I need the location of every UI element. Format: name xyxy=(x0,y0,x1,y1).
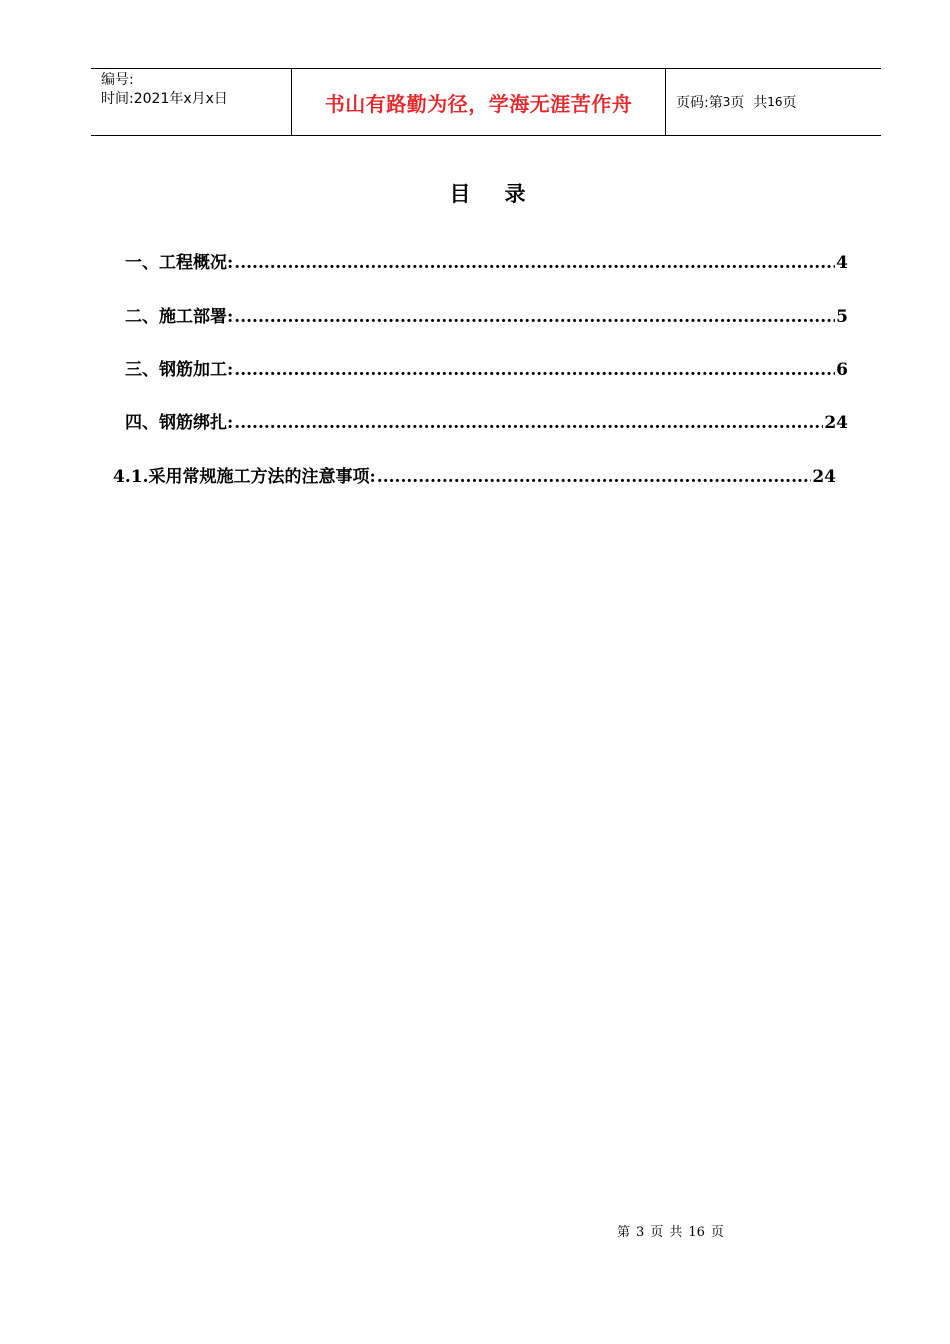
document-time-label: 时间:2021年x月x日 xyxy=(101,91,228,107)
header-page-cell xyxy=(666,69,881,135)
toc-leader-dots xyxy=(234,413,823,433)
toc-entry[interactable] xyxy=(125,302,848,326)
header-page-suffix: 页 xyxy=(782,95,797,111)
header-motto-cell xyxy=(292,69,666,135)
toc-entry[interactable] xyxy=(125,408,848,432)
toc-entry[interactable] xyxy=(113,462,836,486)
header-meta-cell xyxy=(91,69,292,135)
toc-leader-dots xyxy=(234,307,835,327)
footer-text-1: 第 xyxy=(617,1225,631,1240)
toc-title-char-2: 录 xyxy=(504,181,526,206)
header-page-current: 3 xyxy=(722,95,731,109)
footer-page-total: 16 xyxy=(688,1225,705,1240)
toc-entry-label: 四、钢筋绑扎: xyxy=(125,413,234,433)
toc-title xyxy=(0,178,950,208)
toc-entry-page: 4 xyxy=(836,253,848,273)
toc-entry-page: 24 xyxy=(812,467,836,487)
document-number-label: 编号: xyxy=(101,72,134,88)
footer-text-2: 页 xyxy=(650,1225,664,1240)
toc-leader-dots xyxy=(377,467,812,487)
toc-entry[interactable] xyxy=(125,355,848,379)
toc-title-char-1: 目 xyxy=(449,181,471,206)
page-footer xyxy=(617,1221,730,1240)
footer-page-current: 3 xyxy=(636,1225,645,1240)
header-motto: 书山有路勤为径，学海无涯苦作舟 xyxy=(324,91,633,116)
toc-entry-page: 5 xyxy=(836,307,848,327)
toc-entry-label: 4.1.采用常规施工方法的注意事项: xyxy=(113,467,376,487)
footer-text-3: 共 xyxy=(669,1225,683,1240)
header-page-total: 16 xyxy=(767,95,783,109)
toc-entry-label: 二、施工部署: xyxy=(125,307,234,327)
footer-text-4: 页 xyxy=(710,1225,724,1240)
toc-entry-page: 6 xyxy=(836,360,848,380)
header-page-prefix: 页码:第 xyxy=(676,95,723,111)
header-page-mid: 页 共 xyxy=(730,95,768,111)
toc-leader-dots xyxy=(234,360,835,380)
page-header xyxy=(91,68,881,136)
toc-entry-label: 三、钢筋加工: xyxy=(125,360,234,380)
toc-leader-dots xyxy=(234,253,835,273)
toc-entry-label: 一、工程概况: xyxy=(125,253,234,273)
toc-entry-page: 24 xyxy=(824,413,848,433)
toc-entry[interactable] xyxy=(125,248,848,272)
